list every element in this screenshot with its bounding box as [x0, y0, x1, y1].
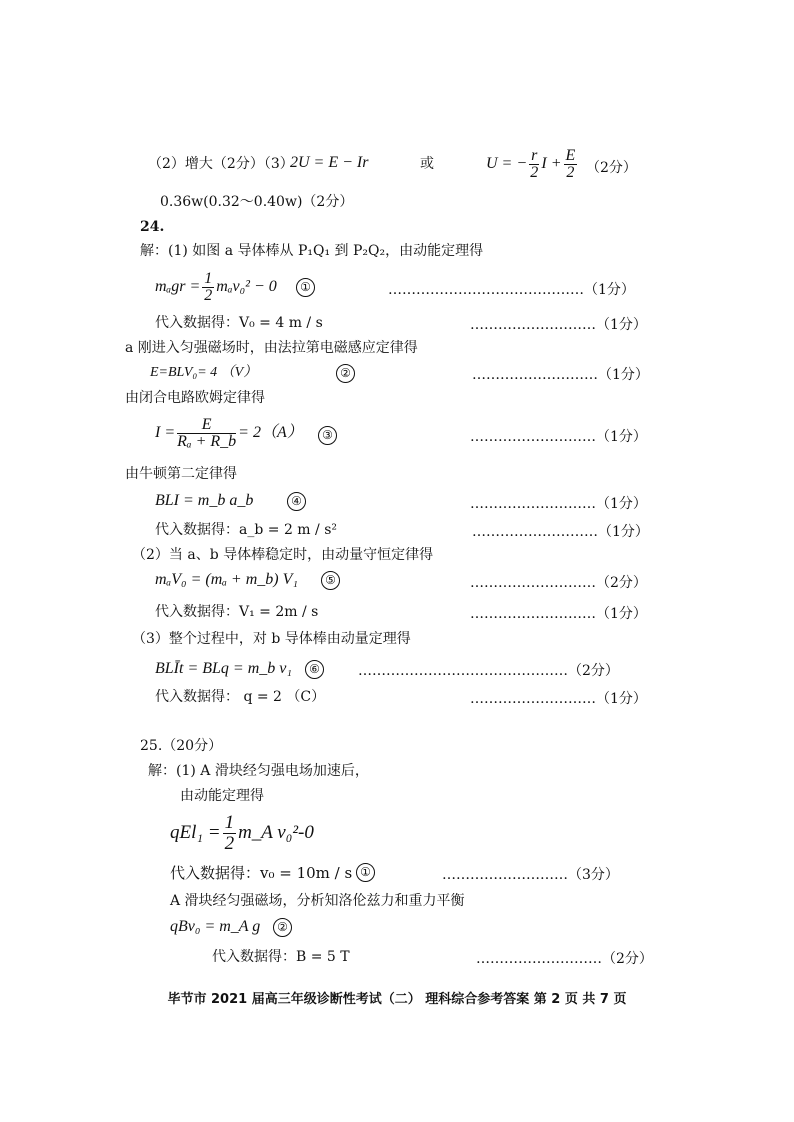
q24-dots8: ………………………（1分）: [470, 606, 647, 622]
q23-frac2: $\frac{E}{2}$: [565, 146, 576, 181]
q25-sub1: 代入数据得：v₀ = 10m / s: [170, 864, 353, 882]
q24-faraday: a 刚进入匀强磁场时，由法拉第电磁感应定律得: [125, 340, 418, 356]
q25-lorentz: A 滑块经匀强磁场，分析知洛伦兹力和重力平衡: [170, 893, 465, 909]
q24-part2: （2）当 a、b 导体棒稳定时，由动量守恒定律得: [132, 547, 434, 563]
q25-number: 25.（20分）: [140, 738, 223, 754]
q24-mark1: ①: [296, 278, 315, 297]
q24-mark2: ②: [336, 364, 355, 383]
q23-frac1: $\frac{r}{2}$: [530, 146, 539, 181]
q24-dots7: ………………………（2分）: [470, 575, 647, 591]
q24-mark5: ⑤: [321, 571, 340, 590]
q24-part3: （3）整个过程中，对 b 导体棒由动量定理得: [132, 631, 411, 647]
q24-eq4: BLI = m_b a_b: [155, 492, 254, 509]
q24-number: 24.: [140, 219, 165, 235]
q23-part2: （2）增大（2分）（3）: [148, 156, 294, 172]
q25-mark1: ①: [356, 863, 375, 882]
q25-dots1: ………………………（3分）: [442, 867, 619, 883]
q25-dots2: ………………………（2分）: [476, 951, 653, 967]
q24-newton: 由牛顿第二定律得: [125, 466, 237, 482]
q24-sub4: 代入数据得： q = 2 （C）: [155, 689, 326, 705]
q25-intro: 解：(1) A 滑块经匀强电场加速后，: [148, 763, 369, 779]
q24-dots2: ………………………（1分）: [470, 317, 647, 333]
q24-eq3: I = $\frac{E}{\text{Rₐ + R\_b}}$ = 2（A）: [155, 415, 303, 450]
q24-sub3: 代入数据得：V₁ = 2m / s: [155, 604, 319, 620]
q25-eq1: qEl₁ = $\frac{1}{2}$ m_A v₀²-0: [170, 812, 314, 855]
q24-dots9: ………………………………………（2分）: [358, 663, 619, 679]
q23-eq2-mid: I +: [541, 155, 562, 172]
q24-mark6: ⑥: [305, 660, 324, 679]
q23-eq1: 2U = E − Ir: [290, 154, 369, 171]
q24-dots5: ………………………（1分）: [470, 496, 647, 512]
q23-or: 或: [420, 156, 434, 172]
q24-dots3: ………………………（1分）: [472, 367, 649, 383]
q24-intro: 解：(1) 如图 a 导体棒从 P₁Q₁ 到 P₂Q₂，由动能定理得: [140, 243, 484, 259]
q25-energy: 由动能定理得: [180, 788, 264, 804]
q24-dots1: ……………………………………（1分）: [388, 282, 635, 298]
q24-dots4: ………………………（1分）: [470, 429, 647, 445]
q24-mark4: ④: [287, 492, 306, 511]
q24-dots6: ………………………（1分）: [472, 524, 649, 540]
q23-eq2: [486, 146, 579, 182]
page-footer: 毕节市 2021 届高三年级诊断性考试（二） 理科综合参考答案 第 2 页 共 7 页: [167, 992, 627, 1007]
q25-eq2: qBv₀ = m_A g: [170, 918, 261, 935]
q24-eq5: mₐV₀ = (mₐ + m_b) V₁: [155, 571, 298, 588]
q23-power: 0.36w(0.32～0.40w)（2分）: [160, 194, 354, 210]
q24-ohm: 由闭合电路欧姆定律得: [125, 390, 265, 406]
q24-sub1: 代入数据得：V₀ = 4 m / s: [155, 315, 323, 331]
q25-sub2: 代入数据得：B = 5 T: [212, 949, 350, 965]
q24-eq6: BLĪt = BLq = m_b v₁: [155, 660, 292, 677]
q23-eq2-lhs: U = −: [486, 155, 528, 172]
q23-score: （2分）: [586, 160, 637, 176]
q24-dots10: ………………………（1分）: [470, 691, 647, 707]
q24-mark3: ③: [318, 426, 337, 445]
q24-eq2: E=BLV₀= 4 （V）: [150, 365, 258, 380]
q24-sub2: 代入数据得：a_b = 2 m / s²: [155, 522, 337, 538]
q25-mark2: ②: [273, 918, 292, 937]
q24-eq1: mₐgr = $\frac{1}{2}$ mₐv₀² − 0: [155, 269, 277, 304]
